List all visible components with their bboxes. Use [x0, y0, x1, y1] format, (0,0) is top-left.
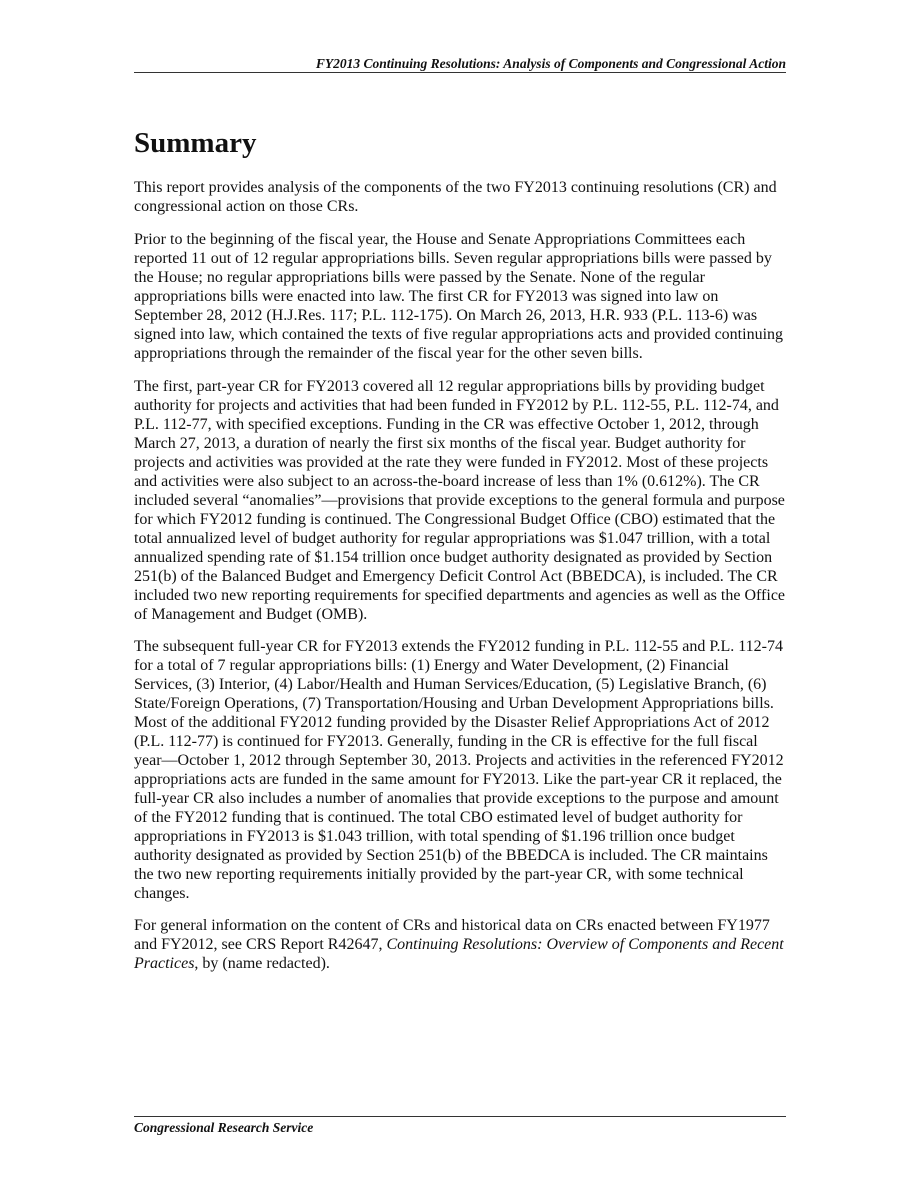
paragraph-part-year-cr: The first, part-year CR for FY2013 covered all 12 regular appropriations bills by providing budget authority for projects and activities that had been funded in FY2012 by P.L. 112-55, P.L. 112-74, and P.L. 112-77, with specified exceptions. Funding in the CR was effective October 1, 2012, through March 27, 2013, a duration of nearly the first six months of the fiscal year. Budget authority for projects and activities was provided at the rate they were funded in FY2012. Most of these projects and activities were also subject to an across-the-board increase of less than 1% (0.612%). The CR included several “anomalies”—provisions that provide exceptions to the general formula and purpose for which FY2012 funding is continued. The Congressional Budget Office (CBO) estimated that the total annualized level of budget authority for regular appropriations was $1.047 trillion, with a total annualized spending rate of $1.154 trillion once budget authority designated as provided by Section 251(b) of the Balanced Budget and Emergency Deficit Control Act (BBEDCA), is included. The CR included two new reporting requirements for specified departments and agencies as well as the Office of Management and Budget (OMB). — [134, 378, 786, 623]
section-title: Summary — [134, 127, 257, 159]
running-footer-organization: Congressional Research Service — [134, 1120, 314, 1135]
paragraph-background: Prior to the beginning of the fiscal year, the House and Senate Appropriations Committees each reported 11 out of 12 regular appropriations bills. Seven regular appropriations bills were passed by the House; no regular appropriations bills were passed by the Senate. None of the regular appropriations bills were enacted into law. The first CR for FY2013 was signed into law on September 28, 2012 (H.J.Res. 117; P.L. 112-175). On March 26, 2013, H.R. 933 (P.L. 113-6) was signed into law, which contained the texts of five regular appropriations acts and provided continuing appropriations through the remainder of the fiscal year for the other seven bills. — [134, 231, 784, 362]
paragraph-intro: This report provides analysis of the components of the two FY2013 continuing resolutions (CR) and congressional action on those CRs. — [134, 179, 777, 215]
footer-divider — [134, 1116, 786, 1117]
see-also-text: For general information on the content of CRs and historical data on CRs enacted between FY1977 and FY2012, see CRS Report R42647, — [134, 917, 770, 953]
summary-body — [134, 178, 788, 987]
paragraph-full-year-cr: The subsequent full-year CR for FY2013 extends the FY2012 funding in P.L. 112-55 and P.L. 112-74 for a total of 7 regular appropriations bills: (1) Energy and Water Development, (2) Financial Services, (3) Interior, (4) Labor/Health and Human Services/Education, (5) Legislative Branch, (6) State/Foreign Operations, (7) Transportation/Housing and Urban Development Appropriations bills. Most of the additional FY2012 funding provided by the Disaster Relief Appropriations Act of 2012 (P.L. 112-77) is continued for FY2013. Generally, funding in the CR is effective for the full fiscal year—October 1, 2012 through September 30, 2013. Projects and activities in the referenced FY2012 appropriations acts are funded in the same amount for FY2013. Like the part-year CR it replaced, the full-year CR also includes a number of anomalies that provide exceptions to the purpose and amount of the FY2012 funding that is continued. The total CBO estimated level of budget authority for appropriations in FY2013 is $1.043 trillion, with total spending of $1.196 trillion once budget authority designated as provided by Section 251(b) of the BBEDCA is included. The CR maintains the two new reporting requirements initially provided by the part-year CR, with some technical changes. — [134, 638, 784, 902]
paragraph-see-also — [134, 916, 788, 973]
see-also-author: , by (name redacted). — [194, 955, 330, 972]
header-divider — [134, 72, 786, 73]
report-reference-link[interactable]: Continuing Resolutions: Overview of Components and Recent Practices — [134, 936, 784, 972]
running-header-title: FY2013 Continuing Resolutions: Analysis of Components and Congressional Action — [315, 56, 786, 71]
